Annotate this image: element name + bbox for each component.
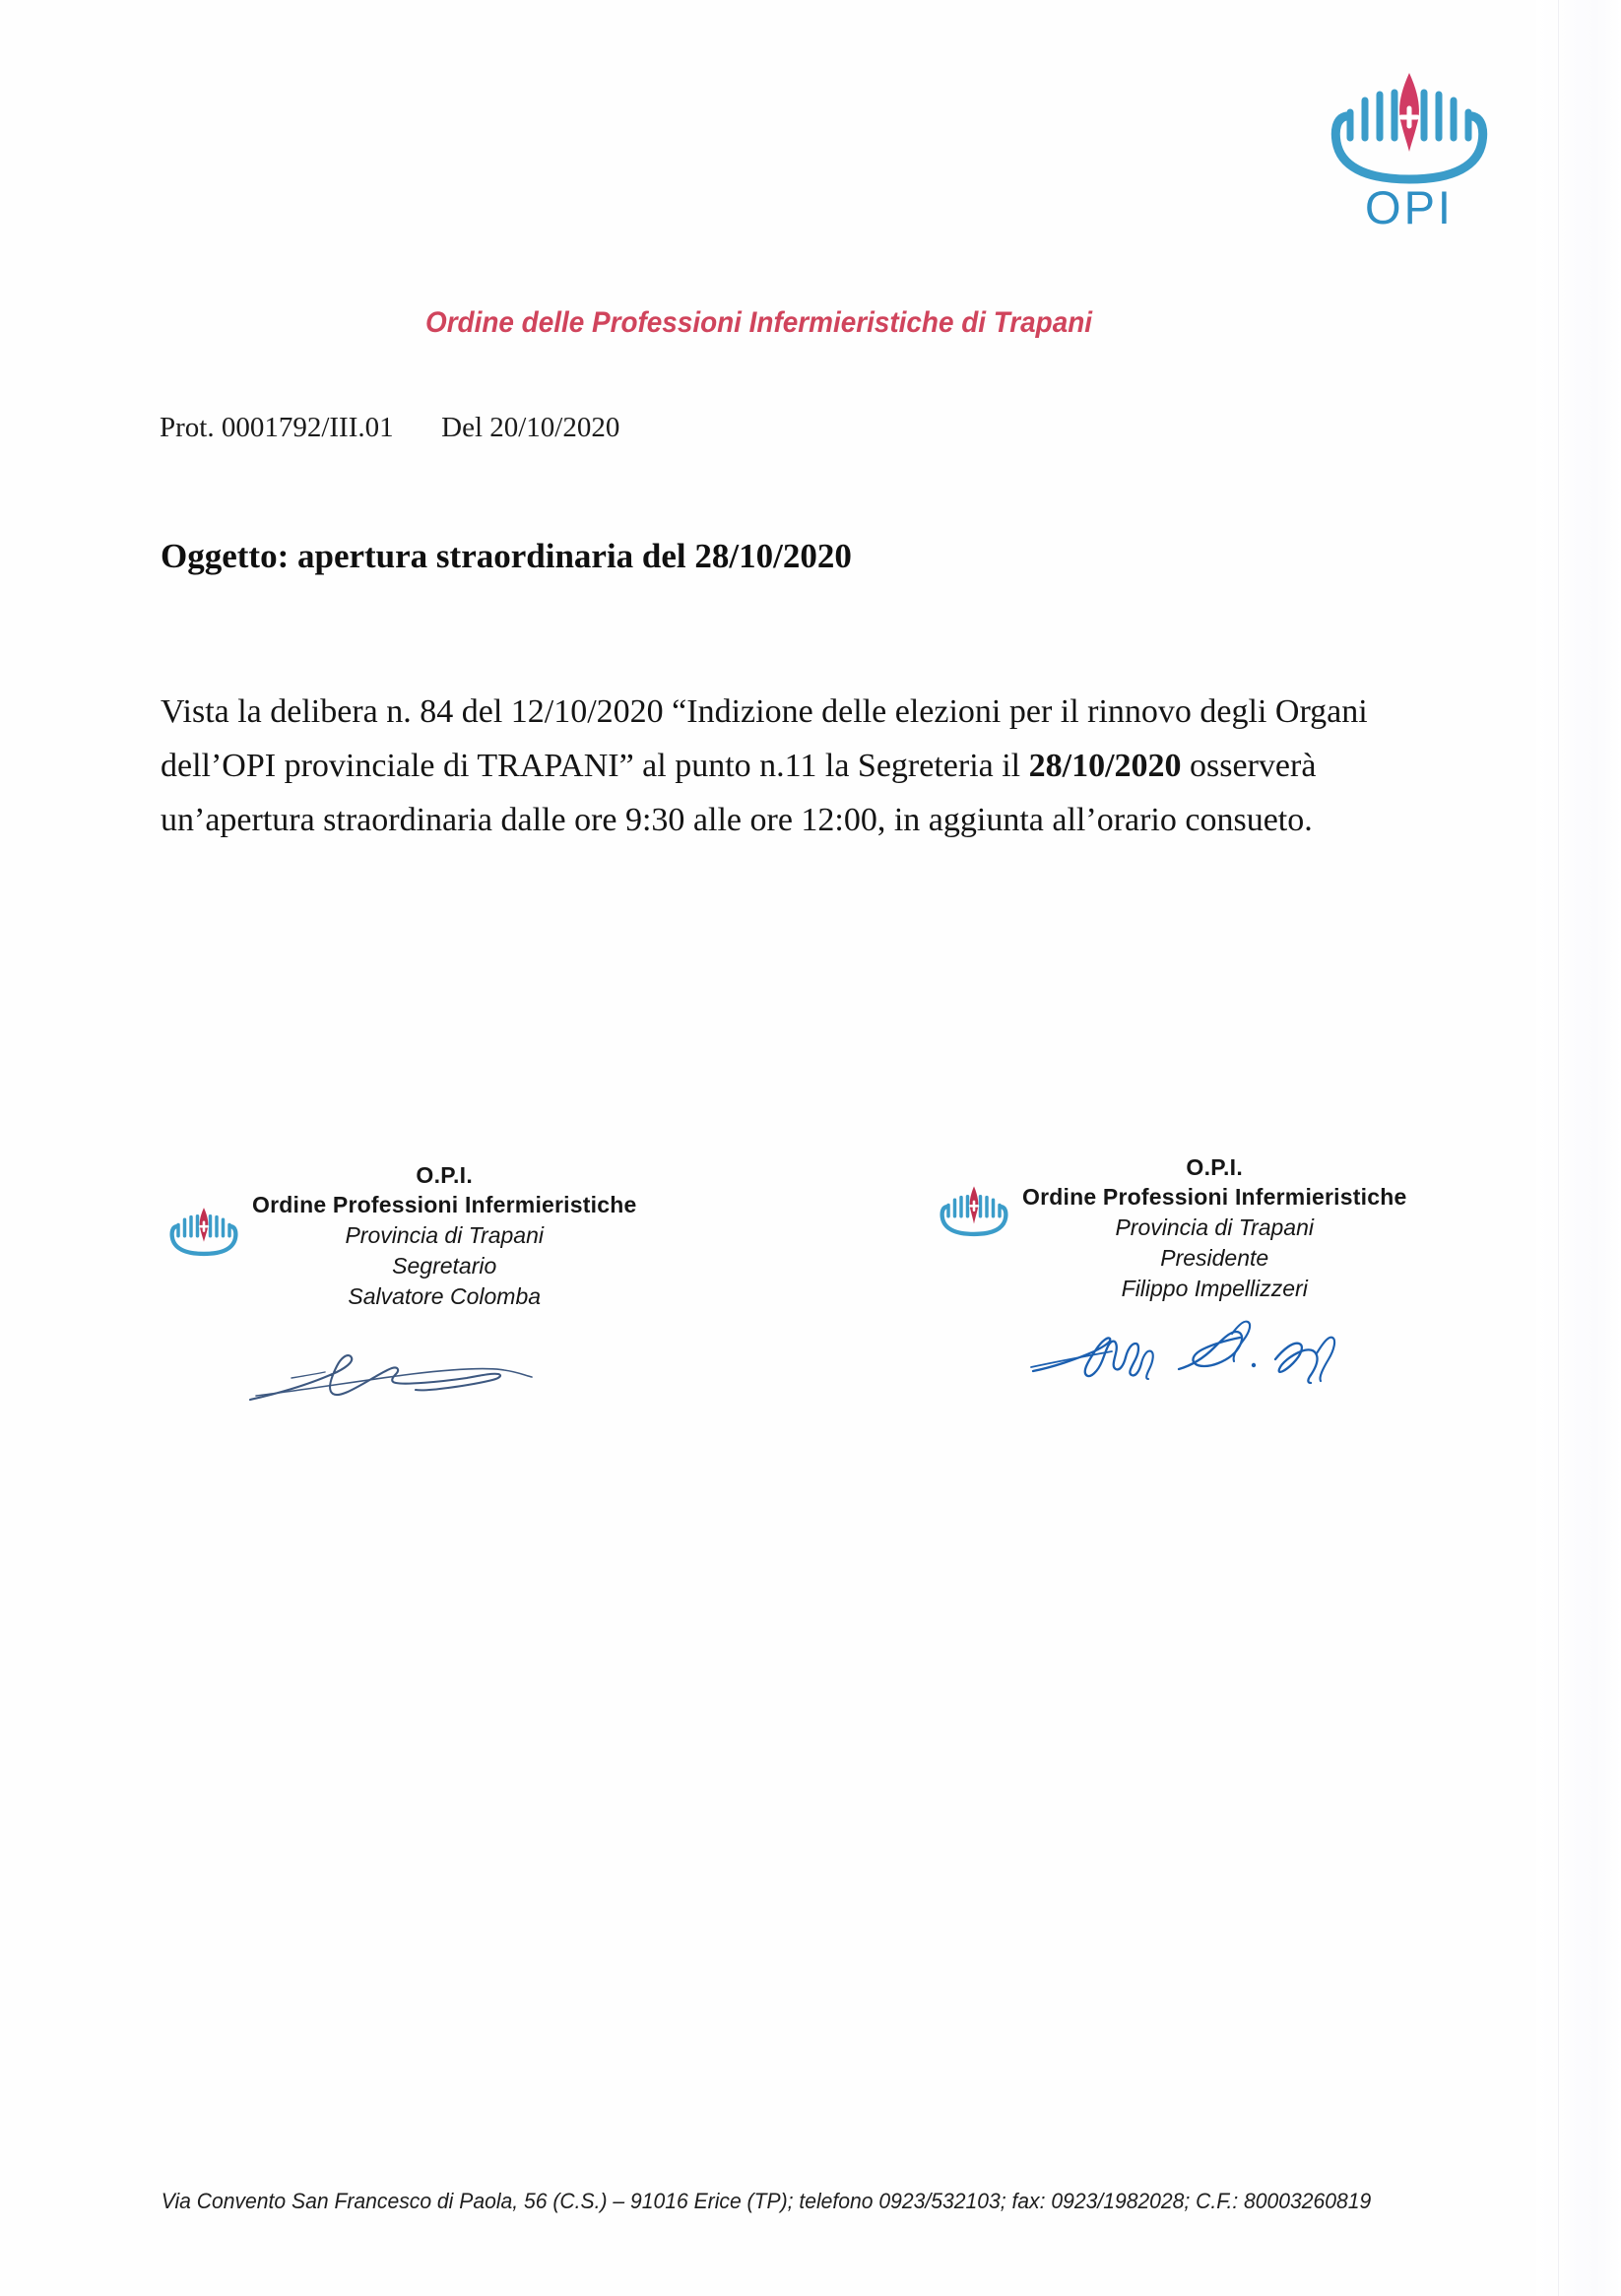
opi-hands-flame-icon (1321, 61, 1498, 184)
opi-hands-flame-icon (936, 1174, 1012, 1245)
signature-line-2: Ordine Professioni Infermieristiche (252, 1192, 637, 1217)
body-part-1: Vista la delibera n. 84 del 12/10/2020 “Indizione delle elezioni per il rinnovo degli Organi dell’OPI provinciale di TRAPANI” al punto n.11 la Segreteria il (161, 693, 1368, 784)
handwritten-signature-segretario (246, 1335, 542, 1413)
body-part-2: osserverà un’apertura straordinaria dalle ore 9:30 alle ore 12:00, in aggiunta all’orario consueto. (161, 748, 1317, 838)
protocol-date: Del 20/10/2020 (441, 412, 620, 443)
signature-text-segretario (252, 1160, 636, 1312)
signature-text-presidente (1022, 1152, 1406, 1304)
subject-line: Oggetto: apertura straordinaria del 28/10/2020 (161, 537, 852, 575)
letterhead-logo (1306, 61, 1513, 234)
signature-block-presidente (936, 1152, 1406, 1304)
opi-hands-flame-icon (165, 1194, 242, 1265)
signature-line-2: Ordine Professioni Infermieristiche (1022, 1184, 1407, 1210)
body-bold-date: 28/10/2020 (1028, 748, 1182, 784)
signature-name: Filippo Impellizzeri (1121, 1276, 1308, 1301)
signature-block-segretario (165, 1160, 636, 1312)
organization-title: Ordine delle Professioni Infermieristiche di Trapani (425, 306, 1093, 339)
body-paragraph (161, 685, 1460, 847)
signature-line-1: O.P.I. (1186, 1154, 1244, 1180)
signature-line-1: O.P.I. (416, 1162, 474, 1188)
scan-edge-artifact (1536, 0, 1621, 2296)
signature-role: Segretario (392, 1253, 497, 1279)
signature-line-3: Provincia di Trapani (345, 1222, 544, 1248)
opi-wordmark: OPI (1365, 181, 1454, 233)
protocol-line (160, 412, 619, 444)
signature-name: Salvatore Colomba (348, 1283, 542, 1309)
protocol-number: Prot. 0001792/III.01 (160, 412, 394, 443)
footer-address: Via Convento San Francesco di Paola, 56 (C.S.) – 91016 Erice (TP); telefono 0923/532103; fax: 0923/1982028; C.F.: 80003260819 (161, 2189, 1372, 2213)
handwritten-signature-presidente (1029, 1310, 1354, 1399)
signature-role: Presidente (1160, 1245, 1269, 1271)
signature-line-3: Provincia di Trapani (1115, 1214, 1314, 1240)
